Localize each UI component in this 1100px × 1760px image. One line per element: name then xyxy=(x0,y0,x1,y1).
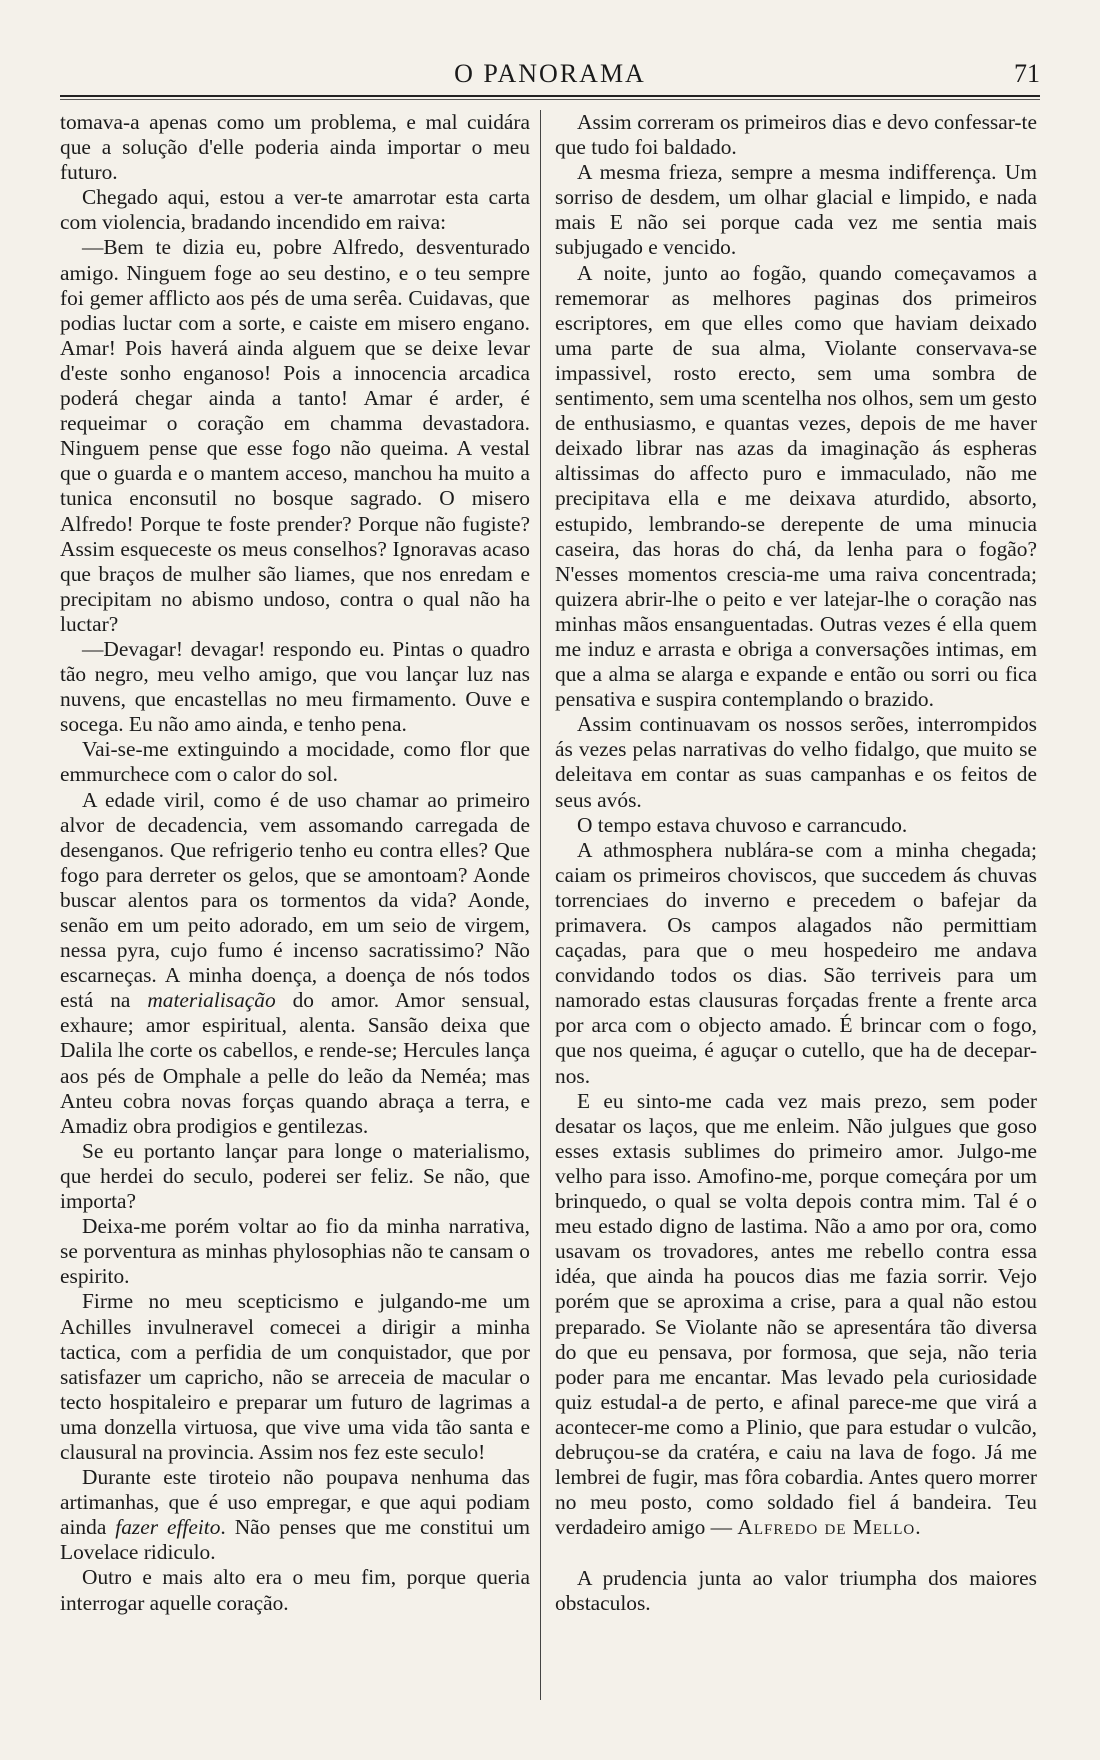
right-column xyxy=(555,110,1037,1617)
paragraph: Assim continuavam os nossos serões, interrompidos ás vezes pelas narrativas do velho fidalgo, que muito se deleitava em contar as suas campanhas e os feitos de seus avós. xyxy=(555,712,1037,812)
paragraph xyxy=(60,788,530,1139)
paragraph: —Devagar! devagar! respondo eu. Pintas o quadro tão negro, meu velho amigo, que vou lançar luz nas nuvens, que encastellas no meu firmamento. Ouve e socega. Eu não amo ainda, e tenho pena. xyxy=(60,636,530,737)
text-run: A edade viril, como é de uso chamar ao primeiro alvor de decadencia, vem assomando carregada de desenganos. Que refrigerio tenho eu contra elles? Que fogo para derreter os gelos, que se amontoam? Aonde buscar alentos para os tormentos da vida? Aonde, senão em um peito adorado, em um seio de virgem, nessa pyra, cujo fumo é incenso sacratissimo? Não escarneças. A minha doença, a doença de nós todos está na xyxy=(60,787,530,1013)
page-header xyxy=(60,55,1040,95)
italic-term: fazer effeito xyxy=(115,1515,221,1540)
page-number: 71 xyxy=(1014,59,1040,88)
motto: A prudencia junta ao valor triumpha dos maiores obstaculos. xyxy=(555,1566,1037,1616)
paragraph: A athmosphera nublára-se com a minha chegada; caiam os primeiros choviscos, que succedem ás chuvas torrenciaes do inverno e precedem o bafejar da primavera. Os campos alagados não permittiam caçadas, para que o meu hospedeiro me andava convidando todos os dias. São terriveis para um namorado estas clausuras forçadas frente a frente arca por arca com o objecto amado. É brincar com o fogo, que nos queima, é aguçar o cutello, que ha de decepar-nos. xyxy=(555,837,1037,1088)
paragraph: Firme no meu scepticismo e julgando-me um Achilles invulneravel comecei a dirigir a minha tactica, com a perfidia de um conquistador, que por satisfazer um capricho, não se arreceia de macular o tecto hospitaleiro e preparar um futuro de lagrimas a uma donzella virtuosa, que vive uma vida tão santa e clausural na provincia. Assim nos fez este seculo! xyxy=(60,1289,530,1464)
paragraph: —Bem te dizia eu, pobre Alfredo, desventurado amigo. Ninguem foge ao seu destino, e o teu sempre foi gemer afflicto aos pés de uma serêa. Cuidavas, que podias luctar com a sorte, e caiste em misero engano. Amar! Pois haverá ainda alguem que se deixe levar d'este sonho enganoso! Pois a innocencia arcadica poderá chegar ainda a tanto! Amar é arder, é requeimar o coração em chamma devastadora. Ninguem pense que esse fogo não queima. A vestal que o guarda e o mantem acceso, manchou ha muito a tunica enconsutil no bosque sagrado. O misero Alfredo! Porque te foste prender? Porque não fugiste? Assim esqueceste os meus conselhos? Ignoravas acaso que braços de mulher são liames, que nos enredam e precipitam no abismo undoso, contra o qual não ha luctar? xyxy=(60,235,530,636)
header-rule-thin xyxy=(60,99,1040,100)
italic-term: materialisação xyxy=(147,988,276,1013)
paragraph: Outro e mais alto era o meu fim, porque queria interrogar aquelle coração. xyxy=(60,1565,530,1615)
paragraph: Se eu portanto lançar para longe o materialismo, que herdei do seculo, poderei ser feliz. Se não, que importa? xyxy=(60,1138,530,1214)
author-signature: Alfredo de Mello. xyxy=(737,1515,922,1540)
left-column xyxy=(60,110,530,1616)
paragraph: O tempo estava chuvoso e carrancudo. xyxy=(577,812,908,837)
text-run: do amor. Amor sensual, exhaure; amor espiritual, alenta. Sansão deixa que Dalila lhe corte os cabellos, e rende-se; Hercules lança aos pés de Omphale a pelle do leão da Neméa; mas Anteu cobra novas forças quando abraça a terra, e Amadiz obra prodigios e gentilezas. xyxy=(60,988,530,1138)
paragraph: tomava-a apenas como um problema, e mal cuidára que a solução d'elle poderia ainda importar o meu futuro. xyxy=(60,110,530,185)
paragraph: A noite, junto ao fogão, quando começavamos a rememorar as melhores paginas dos primeiros escriptores, em que elles como que haviam deixado uma parte de sua alma, Violante conservava-se impassivel, rosto erecto, sem uma sombra de sentimento, sem uma scentelha nos olhos, sem um gesto de enthusiasmo, e quantas vezes, depois de me haver deixado librar nas azas da imaginação ás espheras altissimas do affecto puro e immaculado, não me precipitava ella e me deixava aturdido, absorto, estupido, lembrando-se derepente de uma minucia caseira, das horas do chá, da lenha para o fogão? N'esses momentos crescia-me uma raiva concentrada; quizera abrir-lhe o peito e ver latejar-lhe o coração nas minhas mãos ensanguentadas. Outras vezes é ella quem me induz e arrasta e obriga a conversações intimas, em que a alma se alarga e expande e então ou sorri ou fica pensativa e suspira contemplando o brazido. xyxy=(555,260,1037,712)
paragraph: Assim correram os primeiros dias e devo confessar-te que tudo foi baldado. xyxy=(555,110,1037,160)
header-rule xyxy=(60,95,1040,97)
paragraph: Deixa-me porém voltar ao fio da minha narrativa, se porventura as minhas phylosophias não te cansam o espirito. xyxy=(60,1214,530,1289)
paragraph: Vai-se-me extinguindo a mocidade, como flor que emmurchece com o calor do sol. xyxy=(60,737,530,787)
paragraph: A mesma frieza, sempre a mesma indifferença. Um sorriso de desdem, um olhar glacial e limpido, e nada mais E não sei porque cada vez me sentia mais subjugado e vencido. xyxy=(555,160,1037,260)
text-run: . Não penses que me constitui um Lovelace ridiculo. xyxy=(60,1515,530,1565)
paragraph: Chegado aqui, estou a ver-te amarrotar esta carta com violencia, bradando incendido em raiva: xyxy=(60,185,530,235)
column-divider xyxy=(540,110,541,1700)
paragraph xyxy=(555,1089,1037,1541)
paragraph xyxy=(60,1465,530,1565)
text-run: E eu sinto-me cada vez mais prezo, sem poder desatar os laços, que me enleim. Não julgues que goso esses extasis sublimes do primeiro amor. Julgo-me velho para isso. Amofino-me, porque começára por um brinquedo, o qual se volta depois contra mim. Tal é o meu estado digno de lastima. Não a amo por ora, como usavam os trovadores, antes me rebello contra essa idéa, que ainda ha poucos dias me fazia sorrir. Vejo porém que se aproxima a crise, para a qual não estou preparado. Se Violante não se apresentára tão diversa do que eu pensava, por formosa, que seja, não teria poder para me encantar. Mas levado pela curiosidade quiz estudal-a de perto, e afinal parece-me que virá a acontecer-me como a Plinio, que para estudar o vulcão, debruçou-se da cratéra, e caiu na lava de fogo. Já me lembrei de fugir, mas fôra cobardia. Antes quero morrer no meu posto, como soldado fiel á bandeira. Teu verdadeiro amigo — xyxy=(555,1088,1037,1540)
journal-title: O PANORAMA xyxy=(454,59,646,88)
text-run: Durante este tiroteio não poupava nenhuma das artimanhas, que é uso empregar, e que aqui podiam ainda xyxy=(60,1465,530,1540)
